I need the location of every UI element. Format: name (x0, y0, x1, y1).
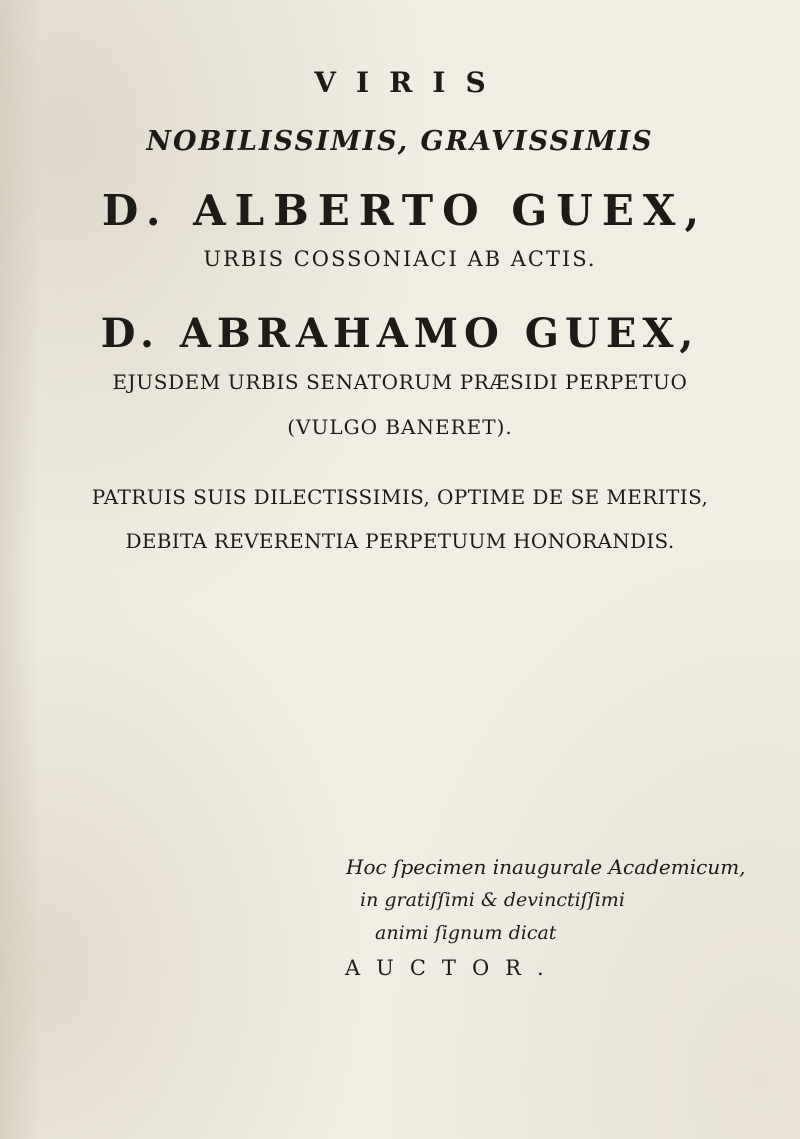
second-person-name: D. ABRAHAMO GUEX, (100, 310, 700, 357)
dedication-line-2: DEBITA REVERENTIA PERPETUUM HONORANDIS. (125, 529, 675, 553)
closing-line-3: animi ſignum dicat (375, 922, 557, 944)
dedicatees-epithet: NOBILISSIMIS, GRAVISSIMIS (146, 126, 654, 157)
first-person-name: D. ALBERTO GUEX, (101, 186, 709, 235)
closing-line-2: in gratiſſimi & devinctiſſimi (360, 889, 625, 911)
author-signature: AUCTOR. (345, 956, 560, 980)
heading-viris: VIRIS (314, 66, 506, 99)
dedication-line-1: PATRUIS SUIS DILECTISSIMIS, OPTIME DE SE MERITIS, (91, 485, 709, 509)
second-person-alias: (VULGO BANERET). (287, 415, 513, 439)
closing-line-1: Hoc ſpecimen inaugurale Academicum, (346, 855, 746, 879)
second-person-office: EJUSDEM URBIS SENATORUM PRÆSIDI PERPETUO (112, 370, 688, 394)
first-person-office: URBIS COSSONIACI AB ACTIS. (203, 247, 597, 271)
